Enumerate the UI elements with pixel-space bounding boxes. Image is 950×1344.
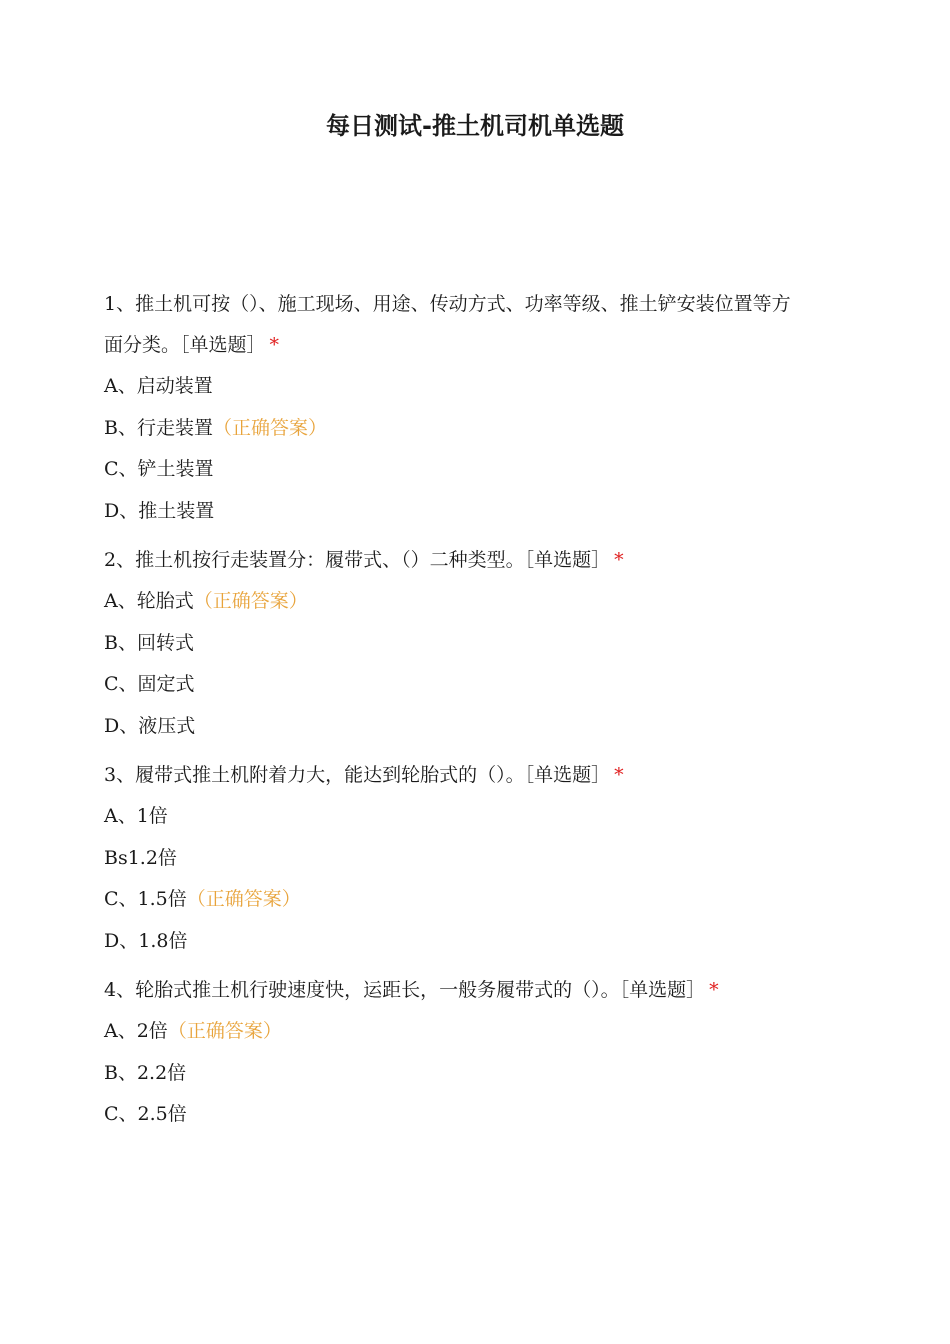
question-stem	[104, 284, 804, 366]
page-title: 每日测试-推土机司机单选题	[326, 112, 624, 140]
option-a	[104, 804, 804, 829]
option-b	[104, 631, 804, 656]
option-a	[104, 374, 804, 399]
required-asterisk: *	[709, 979, 719, 1001]
required-asterisk: *	[614, 764, 624, 786]
question-3	[104, 755, 804, 954]
option-text: A、启动装置	[104, 375, 213, 397]
required-asterisk: *	[269, 334, 280, 356]
option-text: A、1倍	[104, 805, 168, 827]
question-stem-text: 4、轮胎式推土机行驶速度快，运距长，一般务履带式的（）。［单选题］	[104, 979, 706, 1001]
option-a	[104, 589, 804, 614]
option-text: Bs1.2倍	[104, 846, 177, 869]
question-stem	[104, 540, 804, 581]
option-c	[104, 457, 804, 482]
question-stem-text: 2、推土机按行走装置分：履带式、（）二种类型。［单选题］	[104, 549, 611, 571]
question-stem	[104, 970, 804, 1011]
option-text: B、2.2倍	[104, 1061, 187, 1084]
option-text: D、液压式	[104, 714, 196, 737]
question-list	[104, 284, 804, 1144]
question-4	[104, 970, 804, 1127]
option-b	[104, 1061, 804, 1086]
option-a	[104, 1019, 804, 1044]
option-b	[104, 846, 804, 871]
option-text: A、轮胎式	[104, 590, 194, 612]
option-b	[104, 416, 804, 441]
question-stem	[104, 755, 804, 796]
option-c	[104, 887, 804, 912]
question-stem-text: 3、履带式推土机附着力大，能达到轮胎式的（）。［单选题］	[104, 764, 611, 786]
correct-answer-mark: （正确答案）	[186, 888, 301, 910]
option-text: B、行走装置	[104, 416, 213, 439]
option-c	[104, 1102, 804, 1127]
required-asterisk: *	[614, 549, 624, 571]
option-text: C、2.5倍	[104, 1103, 187, 1125]
correct-answer-mark: （正确答案）	[193, 590, 308, 612]
option-d	[104, 714, 804, 739]
option-d	[104, 499, 804, 524]
question-2	[104, 540, 804, 739]
option-text: C、铲土装置	[104, 458, 214, 480]
option-c	[104, 672, 804, 697]
option-text: B、回转式	[104, 631, 194, 654]
option-text: C、1.5倍	[104, 888, 187, 910]
option-text: C、固定式	[104, 673, 195, 695]
question-1	[104, 284, 804, 524]
option-d	[104, 929, 804, 954]
correct-answer-mark: （正确答案）	[167, 1020, 282, 1042]
option-text: A、2倍	[104, 1020, 168, 1042]
correct-answer-mark: （正确答案）	[212, 416, 327, 439]
option-text: D、1.8倍	[104, 929, 188, 952]
question-stem-text: 1、推土机可按（）、施工现场、用途、传动方式、功率等级、推土铲安装位置等方面分类。［单选题］	[104, 293, 791, 356]
option-text: D、推土装置	[104, 499, 215, 522]
